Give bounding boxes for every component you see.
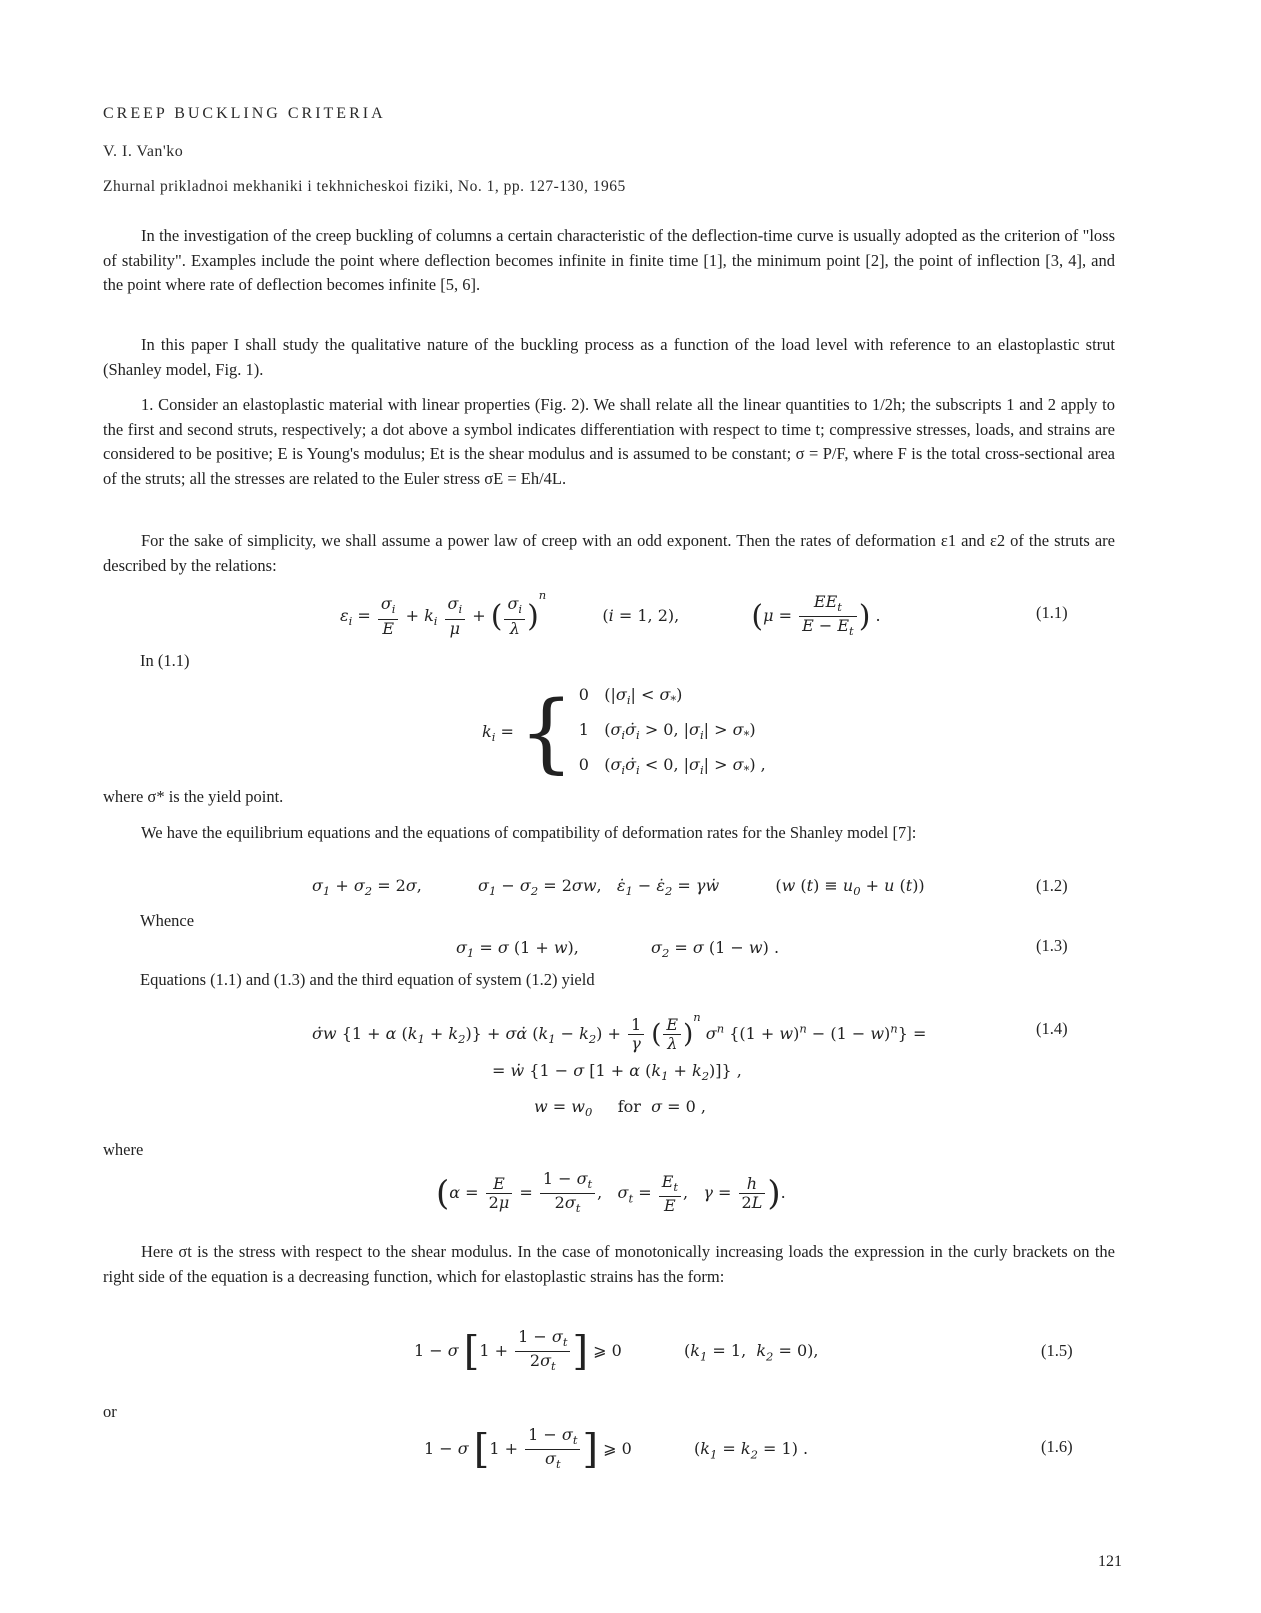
label-yield-point: where σ* is the yield point. [103,787,284,806]
paragraph-scope: In this paper I shall study the qualitative nature of the buckling process as a function of the load level with reference to an elastoplastic strut (Shanley model, Fig. 1). [103,335,1115,379]
equation-1-4-line1: σ̇w {1 + α $(k_1 + k_2)$} + σα̇ $(k_1 - k_2)$ + $\frac{1}{\gamma}$ ( $\frac{E}{\lambda}$ )$^n$ $\sigma^n$ $\{(1 + w)^n - (1 - w)^n\}$ = [312,1010,927,1053]
equation-1-5: 1 − σ [1 + $\frac{1 - \sigma_t}{2\sigma_t}$ ] ⩾ 0 ($k_1 = 1$, $k_2 = 0$), [414,1327,819,1375]
equation-k-cases: $k_i$ = { 0 $(|\sigma_i| < \sigma_*)$ 1 ($\sigma_i\sigmȧ_i > 0$, $|\sigma_i| > \sigma_*$) 0 ($\sigma_i\sigmȧ_i < 0$, $|\sigma_i| > \sigma_*$) , [482,682,766,783]
equation-1-4-initial: $w = w_0$ for σ = 0 , [534,1097,706,1120]
paragraph-definitions: 1. Consider an elastoplastic material with linear properties (Fig. 2). We shall relate all the linear quantities to 1/2h; the subscripts 1 and 2 apply to the first and second struts, respectively; a dot above a symbol indicates differentiation with respect to time t; compressive stresses, loads, and strains are considered to be positive; E is Young's modulus; Et is the shear modulus and is assumed to be constant; σ = P/F, where F is the total cross-sectional area of the struts; all the stresses are related to the Euler stress σE = Eh/4L. [103,395,1115,488]
page-number: 121 [1098,1553,1122,1570]
label-where: where [103,1140,144,1159]
equation-number-1-3: (1.3) [1036,936,1068,955]
equation-1-3: $\sigma_1 = \sigma$ (1 + w), $\sigma_2 = \sigma$ (1 − w) . [456,938,780,961]
label-whence: Whence [140,911,195,930]
equation-1-6: 1 − σ [1 + $\frac{1 - \sigma_t}{\sigma_t}$ ] ⩾ 0 $(k_1 = k_2 = 1)$ . [424,1425,809,1473]
equation-1-1: $\varepsilon_i$ = $\frac{\sigma_i}{E}$ + $k_i$ $\frac{\sigma_i}{\mu}$ + ( $\frac{\sigma_i}{\lambda}$ )$^n$ (i = 1, 2), (μ = $\frac{EE_t}{E - E_t}$ ) . [340,588,881,639]
paragraph-shear-stress: Here σt is the stress with respect to the shear modulus. In the case of monotonically increasing loads the expression in the curly brackets on the right side of the equation is a decreasing function, which for elastoplastic strains has the form: [103,1242,1115,1286]
article-title: CREEP BUCKLING CRITERIA [103,105,386,122]
paragraph-equilibrium: We have the equilibrium equations and the equations of compatibility of deformation rates for the Shanley model [7]: [141,823,917,842]
equation-number-1-4: (1.4) [1036,1019,1068,1038]
label-equations-yield: Equations (1.1) and (1.3) and the third equation of system (1.2) yield [140,970,595,989]
equation-number-1-2: (1.2) [1036,876,1068,895]
author-line: V. I. Van'ko [103,143,184,160]
equation-number-1-6: (1.6) [1041,1437,1073,1456]
source-citation: Zhurnal prikladnoi mekhaniki i tekhnicheskoi fiziki, No. 1, pp. 127-130, 1965 [103,178,626,195]
paragraph-creep-law: For the sake of simplicity, we shall assume a power law of creep with an odd exponent. Then the rates of deformation ε1 and ε2 of the struts are described by the relations: [103,531,1115,575]
equation-1-2: $\sigma_1 + \sigma_2 = 2\sigma$, $\sigma_1 - \sigma_2 = 2\sigma w$, $\varepsiloṅ_1$ − $\varepsiloṅ_2$ = γẇ (w $(t) \equiv u_0 + u$ (t)) [312,876,925,899]
equation-parameters: (α = $\frac{E}{2\mu}$ = $\frac{1 - \sigma_t}{2\sigma_t}$ , $\sigma_t$ = $\frac{E_t}{E}$ , γ = $\frac{h}{2L}$ ). [436,1169,786,1216]
paragraph-intro: In the investigation of the creep buckling of columns a certain characteristic of the deflection-time curve is usually adopted as the criterion of "loss of stability". Examples include the point where deflection becomes infinite in finite time [1], the minimum point [2], the point of inflection [3, 4], and the point where rate of deflection becomes infinite [5, 6]. [103,226,1115,294]
equation-number-1-1: (1.1) [1036,603,1068,622]
equation-number-1-5: (1.5) [1041,1341,1073,1360]
label-in-1-1: In (1.1) [140,651,190,670]
label-or: or [103,1402,117,1421]
equation-1-4-line2: = ẇ {1 − σ [1 + α $(k_1 + k_2)$]} , [492,1061,742,1084]
